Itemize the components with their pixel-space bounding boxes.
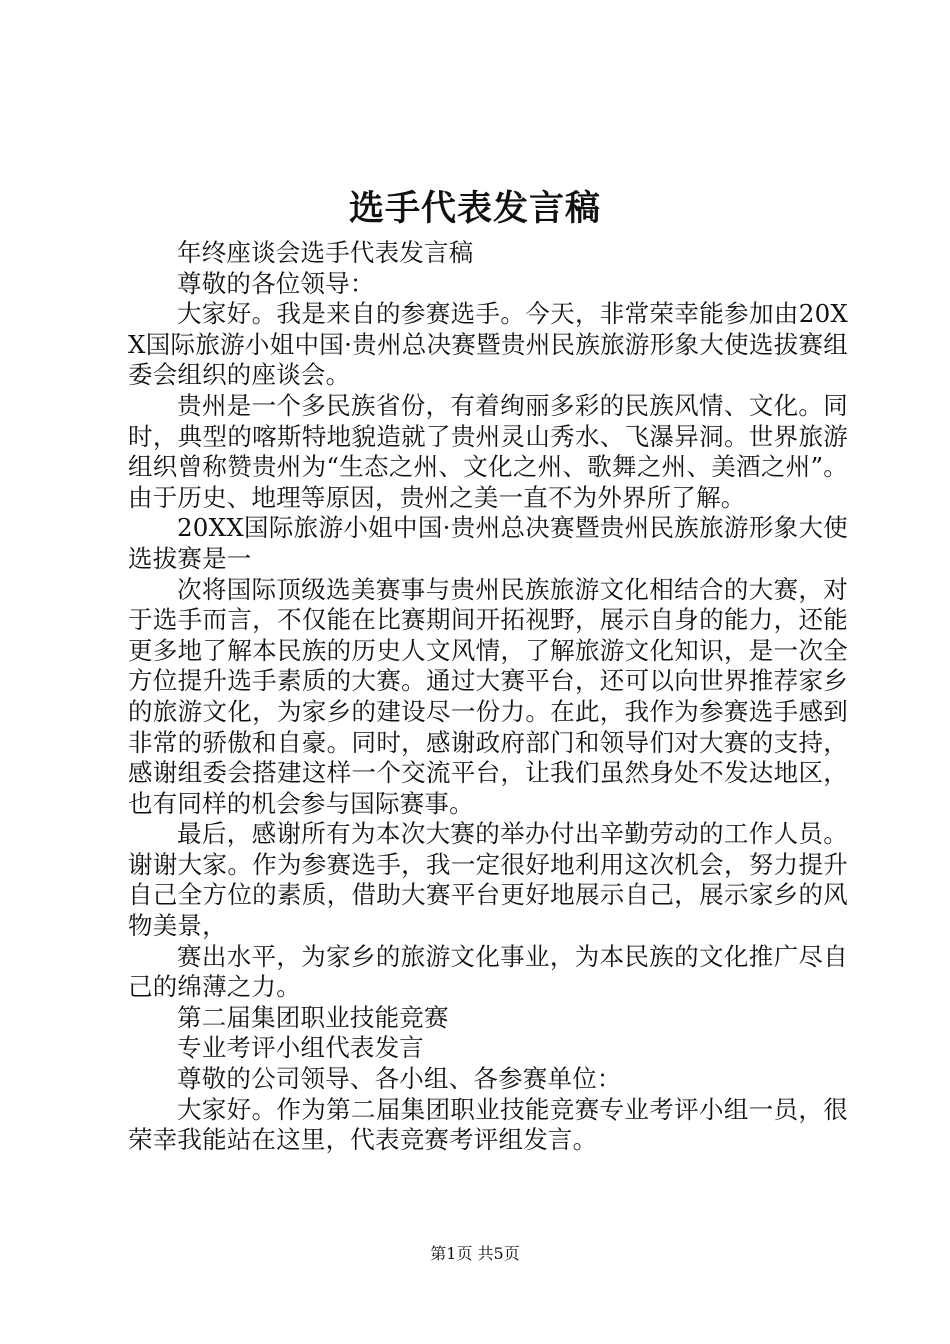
paragraph: 贵州是一个多民族省份，有着绚丽多彩的民族风情、文化。同时，典型的喀斯特地貌造就了贵州灵山秀水、飞瀑异洞。世界旅游组织曾称赞贵州为“生态之州、文化之州、歌舞之州、美酒之州”。由于历史、地理等原因，贵州之美一直不为外界所了解。 <box>128 390 848 512</box>
paragraph: 尊敬的公司领导、各小组、各参赛单位： <box>177 1064 622 1094</box>
paragraph: 20XX国际旅游小姐中国·贵州总决赛暨贵州民族旅游形象大使选拔赛是一 <box>128 513 848 573</box>
paragraph: 最后，感谢所有为本次大赛的举办付出辛勤劳动的工作人员。谢谢大家。作为参赛选手，我一定很好地利用这次机会，努力提升自己全方位的素质，借助大赛平台更好地展示自己，展示家乡的风物美景， <box>128 819 848 941</box>
paragraph: 第二届集团职业技能竞赛 <box>177 1002 449 1032</box>
paragraph: 次将国际顶级选美赛事与贵州民族旅游文化相结合的大赛，对于选手而言，不仅能在比赛期间开拓视野，展示自身的能力，还能更多地了解本民族的历史人文风情，了解旅游文化知识，是一次全方位提升选手素质的大赛。通过大赛平台，还可以向世界推荐家乡的旅游文化，为家乡的建设尽一份力。在此，我作为参赛选手感到非常的骄傲和自豪。同时，感谢政府部门和领导们对大赛的支持，感谢组委会搭建这样一个交流平台，让我们虽然身处不发达地区，也有同样的机会参与国际赛事。 <box>128 574 848 818</box>
paragraph: 专业考评小组代表发言 <box>177 1033 424 1063</box>
paragraph: 大家好。作为第二届集团职业技能竞赛专业考评小组一员，很荣幸我能站在这里，代表竞赛考评组发言。 <box>128 1094 848 1155</box>
paragraph: 赛出水平，为家乡的旅游文化事业，为本民族的文化推广尽自己的绵薄之力。 <box>128 941 848 1002</box>
page-indicator: 第1页 共5页 <box>430 1244 520 1263</box>
page-title: 选手代表发言稿 <box>348 188 601 229</box>
paragraph: 大家好。我是来自的参赛选手。今天，非常荣幸能参加由20XX国际旅游小姐中国·贵州总决赛暨贵州民族旅游形象大使选拔赛组委会组织的座谈会。 <box>128 299 848 390</box>
paragraph: 尊敬的各位领导： <box>177 268 375 298</box>
paragraph: 年终座谈会选手代表发言稿 <box>177 238 474 267</box>
document-body <box>128 238 848 1156</box>
